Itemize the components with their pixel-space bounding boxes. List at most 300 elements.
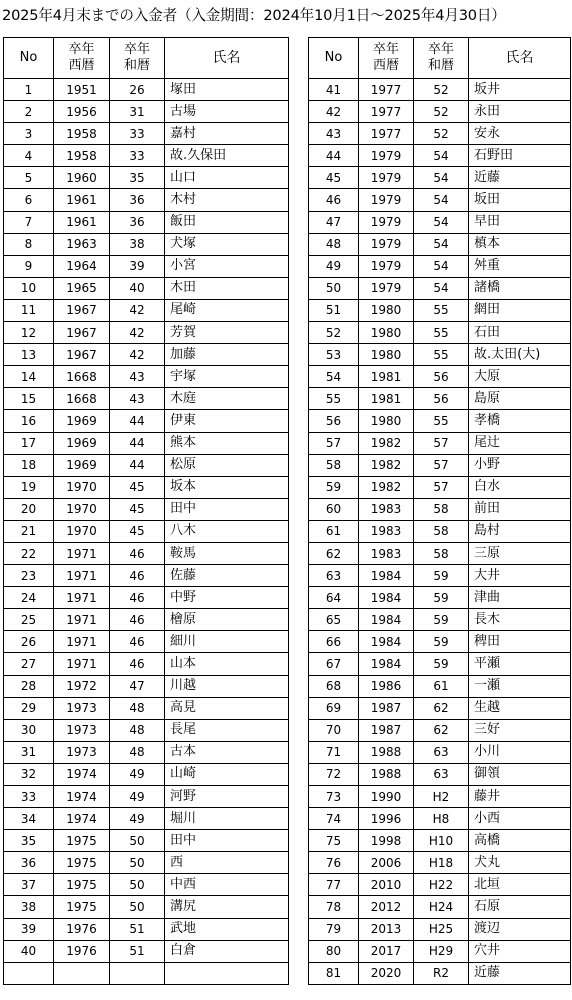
cell-no: 44 [309,145,359,167]
cell-no: 2 [4,101,54,123]
table-row [4,918,289,940]
cell-no: 43 [309,123,359,145]
table-row [4,940,289,962]
cell-year-jp: 44 [110,432,165,454]
cell-no: 81 [309,962,359,984]
table-row [4,786,289,808]
cell-year-ad: 1981 [359,366,414,388]
cell-no: 36 [4,852,54,874]
table-row [4,808,289,830]
cell-name: 石野田 [469,145,571,167]
cell-year-jp: 38 [110,233,165,255]
table-row [4,719,289,741]
cell-year-jp: 62 [414,719,469,741]
table-row [309,808,571,830]
table-row [309,432,571,454]
table-header-row [4,38,289,79]
cell-year-jp: 52 [414,123,469,145]
cell-year-jp: 59 [414,609,469,631]
page-title: 2025年4月末までの入金者（入金期間：2024年10月1日～2025年4月30日） [2,7,506,24]
cell-name: 三好 [469,719,571,741]
table-row [309,189,571,211]
cell-no: 13 [4,344,54,366]
cell-name: 大原 [469,366,571,388]
table-row [4,101,289,123]
cell-no: 58 [309,454,359,476]
cell-year-jp: 63 [414,763,469,785]
cell-no: 55 [309,388,359,410]
cell-year-jp: 48 [110,719,165,741]
cell-name: 武地 [165,918,289,940]
table-row [309,454,571,476]
cell-year-ad: 1982 [359,454,414,476]
cell-year-jp: 49 [110,808,165,830]
cell-year-ad: 1983 [359,542,414,564]
cell-name: 古本 [165,741,289,763]
header-year-ad: 卒年 西暦 [359,38,414,79]
cell-year-jp: 45 [110,476,165,498]
cell-no: 51 [309,299,359,321]
table-row [309,476,571,498]
cell-no: 79 [309,918,359,940]
cell-no: 53 [309,344,359,366]
cell-no: 16 [4,410,54,432]
cell-year-ad: 1969 [54,454,110,476]
cell-name: 穴井 [469,940,571,962]
cell-name: 熊本 [165,432,289,454]
cell-no: 19 [4,476,54,498]
cell-no: 31 [4,741,54,763]
cell-no: 22 [4,542,54,564]
table-row [4,631,289,653]
cell-no: 25 [4,609,54,631]
table-row [309,322,571,344]
table-row [309,962,571,984]
table-row [4,145,289,167]
table-row [309,167,571,189]
cell-year-jp [110,962,165,984]
cell-no: 59 [309,476,359,498]
cell-no: 7 [4,211,54,233]
cell-year-jp: 48 [110,741,165,763]
cell-year-ad: 1971 [54,653,110,675]
cell-no: 4 [4,145,54,167]
cell-year-jp: 56 [414,366,469,388]
cell-year-ad: 1987 [359,719,414,741]
cell-no: 27 [4,653,54,675]
cell-name: 中西 [165,874,289,896]
table-row [309,565,571,587]
cell-year-jp: 52 [414,79,469,101]
cell-no: 8 [4,233,54,255]
table-row [4,476,289,498]
cell-name: 鞍馬 [165,542,289,564]
table-row [4,366,289,388]
cell-year-ad: 1974 [54,786,110,808]
cell-year-jp: 44 [110,410,165,432]
cell-year-jp: 43 [110,388,165,410]
cell-name: 白倉 [165,940,289,962]
cell-year-jp: H18 [414,852,469,874]
cell-year-jp: 56 [414,388,469,410]
cell-year-ad: 1983 [359,498,414,520]
cell-year-jp: 58 [414,498,469,520]
cell-year-jp: 54 [414,277,469,299]
cell-year-jp: 58 [414,520,469,542]
cell-year-jp: 55 [414,299,469,321]
cell-name: 溝尻 [165,896,289,918]
cell-year-ad: 1984 [359,609,414,631]
cell-name: 渡辺 [469,918,571,940]
header-no: No [4,38,54,79]
header-year-jp: 卒年 和暦 [110,38,165,79]
cell-name: 田中 [165,830,289,852]
cell-name: 近藤 [469,962,571,984]
table-row [309,852,571,874]
cell-year-jp: 50 [110,830,165,852]
cell-year-ad: 1979 [359,189,414,211]
cell-no: 41 [309,79,359,101]
cell-year-ad: 1974 [54,763,110,785]
cell-year-jp: 33 [110,123,165,145]
cell-year-jp: 57 [414,432,469,454]
cell-year-ad: 1981 [359,388,414,410]
cell-year-jp: 59 [414,631,469,653]
cell-year-ad: 1965 [54,277,110,299]
table-row [309,918,571,940]
cell-name: 古場 [165,101,289,123]
cell-no: 48 [309,233,359,255]
table-row [309,520,571,542]
cell-year-jp: 46 [110,565,165,587]
cell-name: 西 [165,852,289,874]
cell-year-ad: 1977 [359,123,414,145]
cell-name: 山崎 [165,763,289,785]
cell-no: 34 [4,808,54,830]
table-row [309,697,571,719]
cell-no: 66 [309,631,359,653]
cell-no: 49 [309,255,359,277]
cell-year-jp: 39 [110,255,165,277]
cell-name: 孝橋 [469,410,571,432]
table-row [4,697,289,719]
cell-no: 6 [4,189,54,211]
cell-year-ad: 1956 [54,101,110,123]
table-row [4,520,289,542]
cell-year-ad: 1961 [54,211,110,233]
cell-name: 長尾 [165,719,289,741]
cell-year-ad: 1958 [54,145,110,167]
cell-year-ad: 1971 [54,565,110,587]
cell-year-jp: H22 [414,874,469,896]
cell-no: 23 [4,565,54,587]
header-year-jp: 卒年 和暦 [414,38,469,79]
cell-name: 津曲 [469,587,571,609]
table-row [309,719,571,741]
table-row [309,498,571,520]
cell-no: 32 [4,763,54,785]
cell-no: 64 [309,587,359,609]
table-row [309,653,571,675]
cell-name: 犬塚 [165,233,289,255]
cell-name: 坂田 [469,189,571,211]
cell-name: 芳賀 [165,322,289,344]
cell-no [4,962,54,984]
cell-year-ad: 1977 [359,101,414,123]
cell-no: 63 [309,565,359,587]
cell-year-ad [54,962,110,984]
table-row [309,277,571,299]
cell-year-jp: 36 [110,189,165,211]
header-name: 氏名 [165,38,289,79]
cell-name: 前田 [469,498,571,520]
cell-year-ad: 1967 [54,299,110,321]
table-row [4,189,289,211]
cell-name: 山本 [165,653,289,675]
cell-no: 15 [4,388,54,410]
cell-year-jp: 57 [414,476,469,498]
cell-name: 石原 [469,896,571,918]
table-row [4,211,289,233]
cell-name: 嘉村 [165,123,289,145]
cell-year-jp: 35 [110,167,165,189]
cell-year-jp: 51 [110,940,165,962]
table-row [309,255,571,277]
table-row [309,830,571,852]
cell-no: 71 [309,741,359,763]
cell-name: 三原 [469,542,571,564]
cell-no: 65 [309,609,359,631]
cell-year-ad: 1996 [359,808,414,830]
table-row [4,852,289,874]
cell-name: 中野 [165,587,289,609]
cell-year-jp: 55 [414,410,469,432]
cell-year-jp: 59 [414,653,469,675]
cell-no: 30 [4,719,54,741]
cell-year-ad: 1990 [359,786,414,808]
cell-name: 小宮 [165,255,289,277]
table-row [309,609,571,631]
cell-no: 39 [4,918,54,940]
cell-no: 12 [4,322,54,344]
cell-year-ad: 1967 [54,322,110,344]
cell-name: 小川 [469,741,571,763]
cell-name: 尾崎 [165,299,289,321]
cell-year-jp: 49 [110,763,165,785]
cell-year-jp: 42 [110,299,165,321]
cell-year-ad: 1967 [54,344,110,366]
cell-year-jp: 58 [414,542,469,564]
table-row [309,631,571,653]
cell-name: 小西 [469,808,571,830]
cell-year-jp: 52 [414,101,469,123]
cell-name: 高見 [165,697,289,719]
cell-year-jp: 46 [110,653,165,675]
cell-year-ad: 2012 [359,896,414,918]
cell-year-ad: 1975 [54,896,110,918]
cell-year-jp: 46 [110,542,165,564]
cell-year-ad: 1972 [54,675,110,697]
cell-year-ad: 1977 [359,79,414,101]
cell-year-ad: 1951 [54,79,110,101]
cell-name: 尾辻 [469,432,571,454]
cell-name: 藤井 [469,786,571,808]
cell-name: 永田 [469,101,571,123]
cell-year-jp: H8 [414,808,469,830]
cell-name: 石田 [469,322,571,344]
cell-year-jp: 45 [110,498,165,520]
cell-year-jp: H25 [414,918,469,940]
cell-year-jp: 57 [414,454,469,476]
table-row [309,123,571,145]
cell-no: 54 [309,366,359,388]
payer-table-right [308,37,571,985]
cell-name: 長木 [469,609,571,631]
table-row [309,366,571,388]
cell-name: 平瀬 [469,653,571,675]
cell-name: 島村 [469,520,571,542]
cell-year-ad: 1958 [54,123,110,145]
table-row [4,255,289,277]
cell-no: 67 [309,653,359,675]
cell-name [165,962,289,984]
cell-year-ad: 1998 [359,830,414,852]
cell-no: 21 [4,520,54,542]
table-row [309,786,571,808]
table-row [309,410,571,432]
cell-name: 川越 [165,675,289,697]
table-row [4,763,289,785]
table-row [4,675,289,697]
cell-name: 舛重 [469,255,571,277]
cell-year-ad: 1973 [54,719,110,741]
cell-year-jp: 50 [110,852,165,874]
cell-year-jp: 42 [110,344,165,366]
cell-year-ad: 1971 [54,587,110,609]
cell-year-ad: 1970 [54,498,110,520]
cell-year-jp: 31 [110,101,165,123]
cell-year-ad: 1979 [359,211,414,233]
table-row [309,233,571,255]
cell-year-ad: 1987 [359,697,414,719]
cell-name: 一瀬 [469,675,571,697]
table-row [309,741,571,763]
cell-no: 47 [309,211,359,233]
cell-year-ad: 1971 [54,542,110,564]
cell-no: 26 [4,631,54,653]
cell-no: 40 [4,940,54,962]
table-row [4,388,289,410]
cell-no: 70 [309,719,359,741]
cell-no: 14 [4,366,54,388]
table-row [4,432,289,454]
cell-name: 稗田 [469,631,571,653]
cell-year-jp: 43 [110,366,165,388]
cell-year-ad: 1971 [54,631,110,653]
table-row [4,498,289,520]
cell-no: 75 [309,830,359,852]
table-row [4,896,289,918]
table-row [309,940,571,962]
cell-year-jp: 63 [414,741,469,763]
cell-year-ad: 1668 [54,388,110,410]
cell-year-jp: 40 [110,277,165,299]
cell-year-jp: 51 [110,918,165,940]
cell-name: 大井 [469,565,571,587]
cell-no: 17 [4,432,54,454]
cell-no: 61 [309,520,359,542]
cell-name: 安永 [469,123,571,145]
cell-no: 10 [4,277,54,299]
cell-no: 18 [4,454,54,476]
table-row [4,410,289,432]
cell-no: 9 [4,255,54,277]
table-row [4,344,289,366]
cell-no: 1 [4,79,54,101]
cell-name: 早田 [469,211,571,233]
table-row [4,587,289,609]
cell-no: 33 [4,786,54,808]
cell-year-jp: 54 [414,189,469,211]
table-row [4,542,289,564]
cell-year-ad: 1979 [359,255,414,277]
table-row [4,609,289,631]
cell-name: 高橋 [469,830,571,852]
table-row [309,79,571,101]
cell-year-ad: 1969 [54,432,110,454]
cell-name: 山口 [165,167,289,189]
cell-name: 田中 [165,498,289,520]
cell-name: 坂本 [165,476,289,498]
table-row [4,830,289,852]
cell-name: 白水 [469,476,571,498]
cell-no: 76 [309,852,359,874]
cell-year-jp: 46 [110,631,165,653]
cell-year-jp: 44 [110,454,165,476]
cell-year-ad: 1984 [359,653,414,675]
cell-no: 5 [4,167,54,189]
cell-year-jp: 47 [110,675,165,697]
cell-year-ad: 1975 [54,830,110,852]
cell-no: 69 [309,697,359,719]
cell-year-jp: 54 [414,255,469,277]
cell-name: 木庭 [165,388,289,410]
cell-year-jp: R2 [414,962,469,984]
table-row [309,896,571,918]
table-row [309,145,571,167]
table-row [309,388,571,410]
cell-year-ad: 1964 [54,255,110,277]
cell-year-ad: 1973 [54,697,110,719]
cell-no: 42 [309,101,359,123]
cell-year-jp: 49 [110,786,165,808]
table-row [4,454,289,476]
cell-year-ad: 1984 [359,587,414,609]
table-row [4,299,289,321]
cell-no: 74 [309,808,359,830]
cell-name: 御領 [469,763,571,785]
cell-name: 坂井 [469,79,571,101]
table-row [309,675,571,697]
cell-year-ad: 1979 [359,233,414,255]
cell-year-jp: 55 [414,344,469,366]
cell-name: 網田 [469,299,571,321]
cell-year-jp: H2 [414,786,469,808]
cell-no: 28 [4,675,54,697]
table-row [309,101,571,123]
cell-no: 38 [4,896,54,918]
cell-name: 小野 [469,454,571,476]
